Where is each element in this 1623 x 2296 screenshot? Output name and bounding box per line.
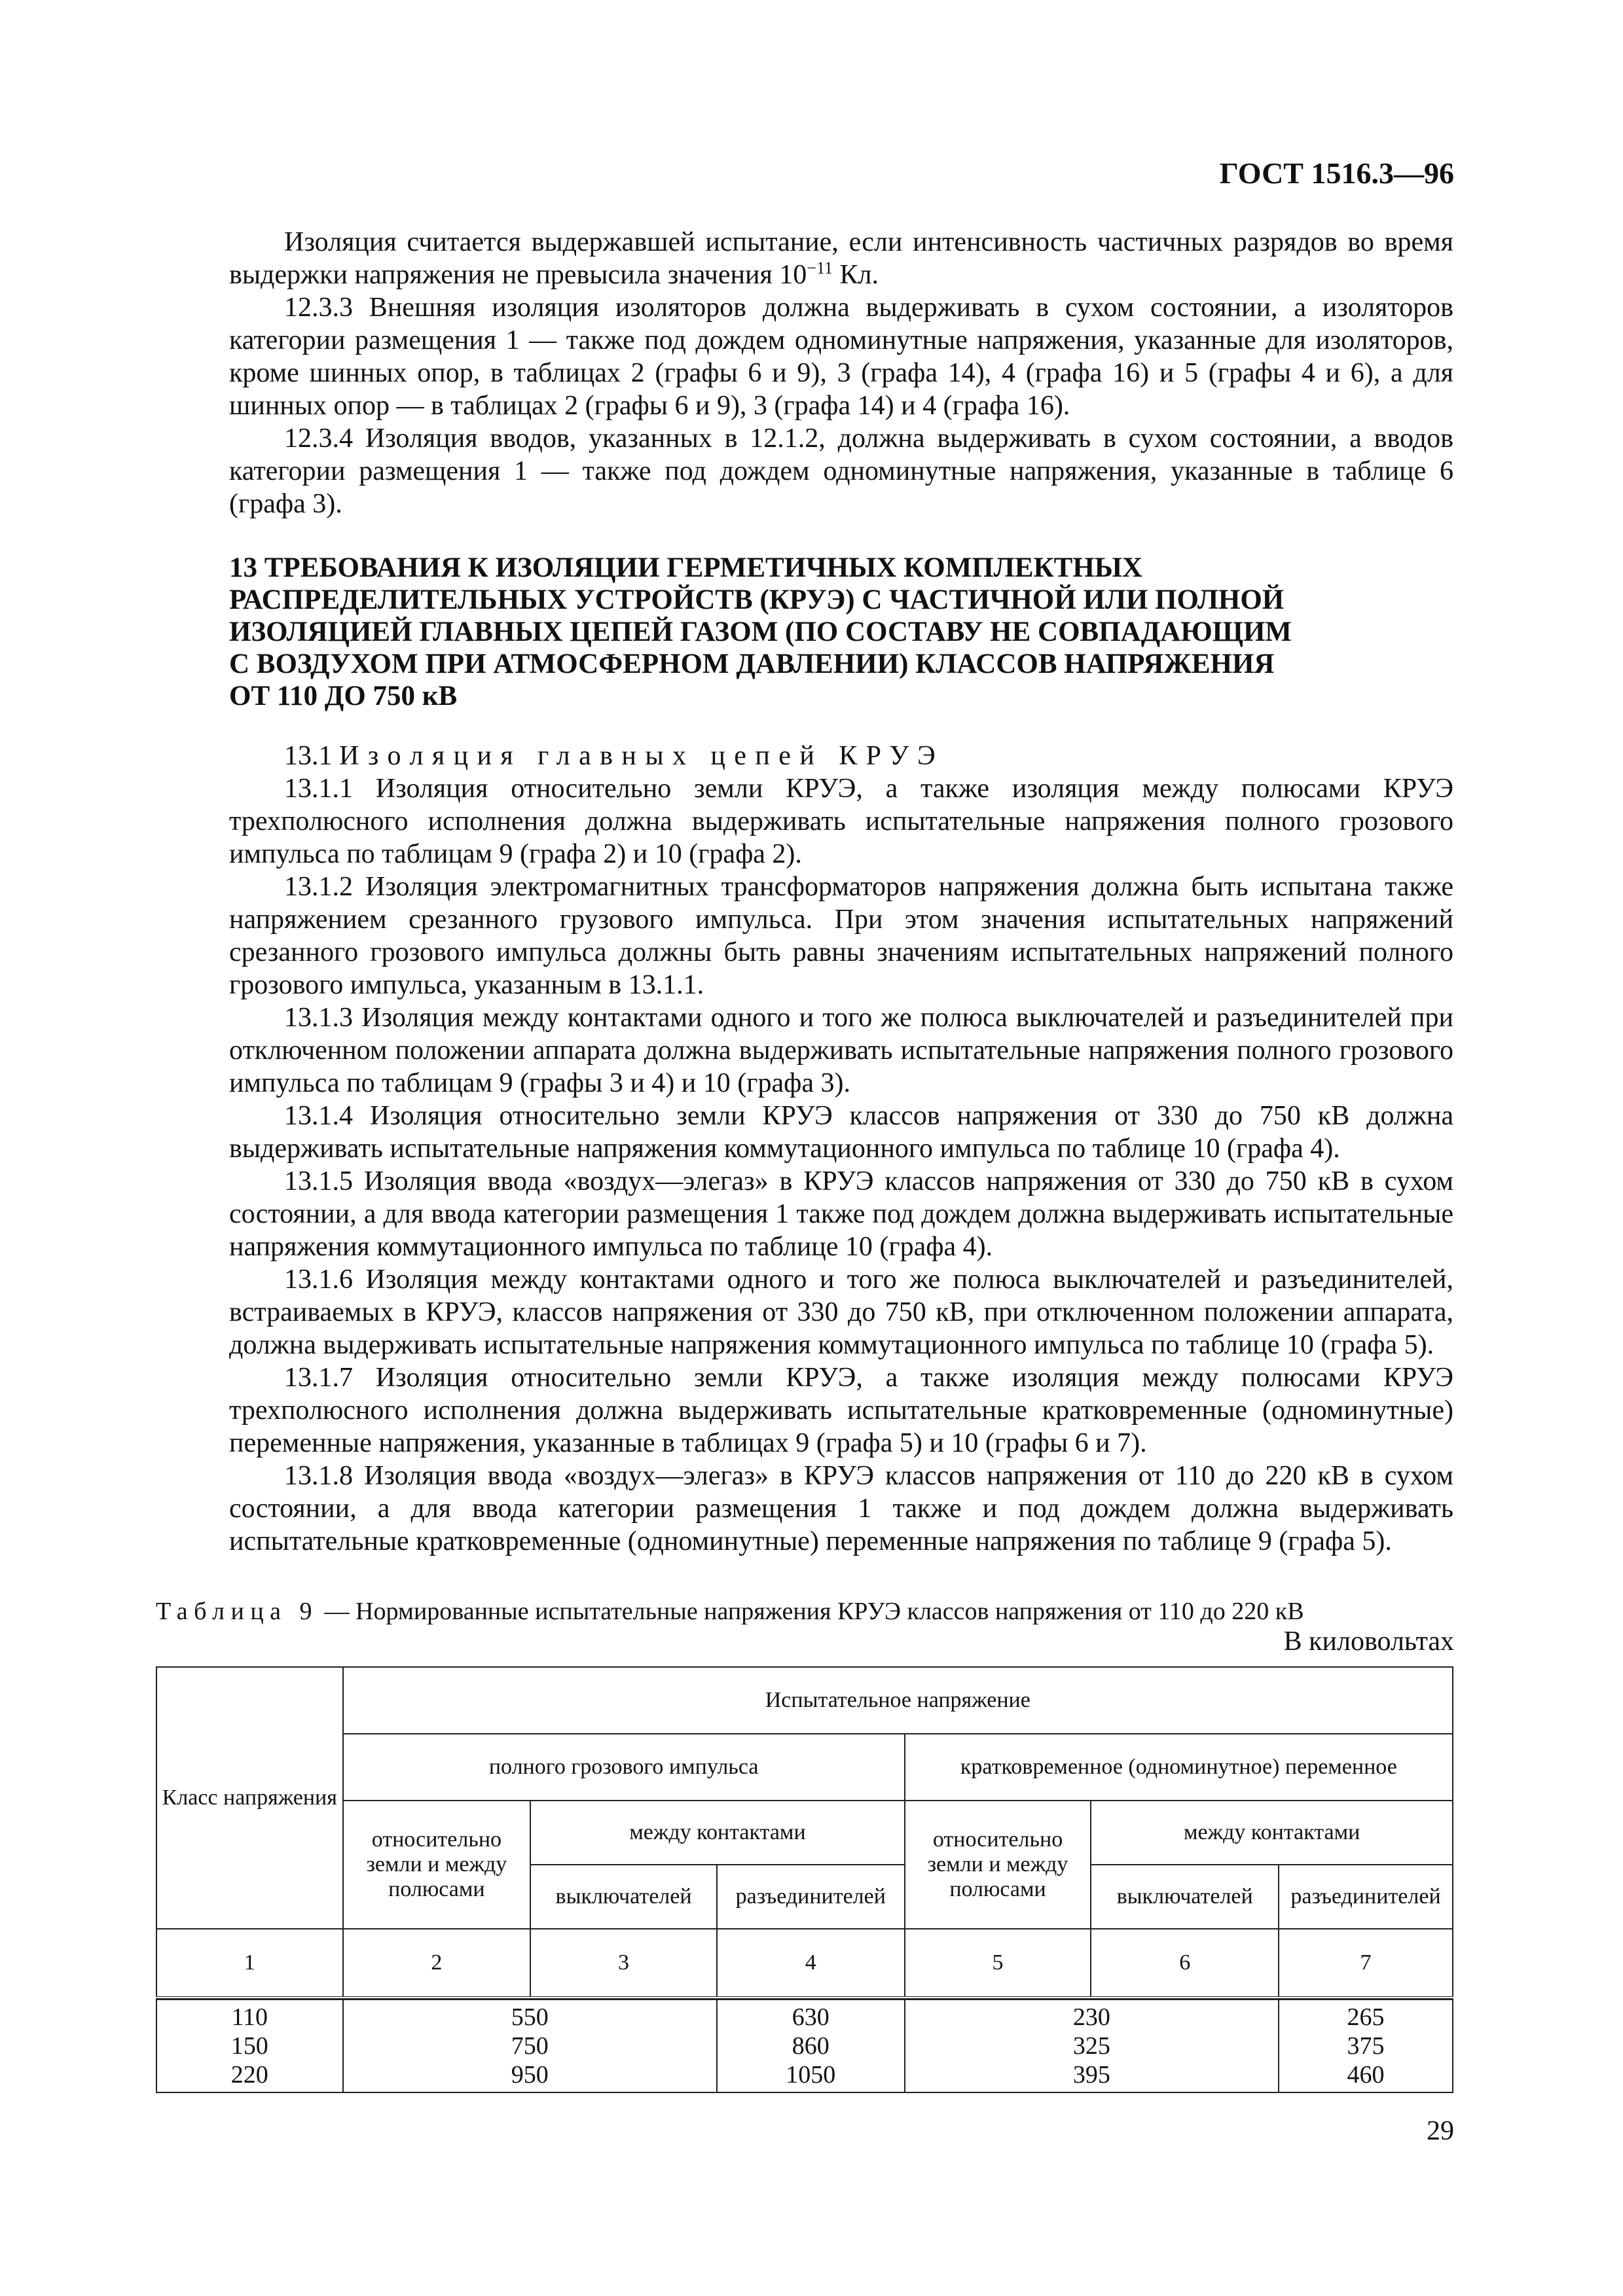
header-breakers: выключателей [1091, 1865, 1279, 1929]
section-title-line: ИЗОЛЯЦИЕЙ ГЛАВНЫХ ЦЕПЕЙ ГАЗОМ (ПО СОСТАВУ НЕ СОВПАДАЮЩИМ [229, 617, 1292, 647]
header-test-voltage: Испытательное напряжение [343, 1667, 1453, 1734]
column-number: 4 [717, 1929, 905, 1998]
exponent: −11 [807, 259, 833, 278]
table-header-row [156, 1667, 1453, 1734]
cell-impulse-disconnectors: 860 [717, 2032, 905, 2060]
table-row [156, 2032, 1453, 2060]
subsection-heading-13-1 [229, 740, 1453, 772]
paragraph [229, 226, 1453, 291]
paragraph-text: Изоляция считается выдержавшей испытание, если интенсивность частичных разрядов во время выдержки напряжения не превысила значения 10 [229, 227, 1453, 290]
section-title-13 [229, 552, 1453, 712]
section-title-line: РАСПРЕДЕЛИТЕЛЬНЫХ УСТРОЙСТВ (КРУЭ) С ЧАСТИЧНОЙ ИЛИ ПОЛНОЙ [229, 584, 1285, 615]
section-title-line: ОТ 110 ДО 750 кВ [229, 681, 458, 711]
column-number: 7 [1279, 1929, 1453, 1998]
header-breakers: выключателей [530, 1865, 717, 1929]
table-caption [156, 1597, 1304, 1626]
cell-ac: 230 [905, 2000, 1279, 2032]
paragraph-13-1-1: 13.1.1 Изоляция относительно земли КРУЭ, а также изоляция между полюсами КРУЭ трехполюсного исполнения должна выдерживать испытательные напряжения полного грозового импульса по таблицам 9 (графа 2) и 10 (графа 2). [229, 774, 1453, 869]
table-9 [156, 1666, 1453, 2093]
paragraph-13-1-2: 13.1.2 Изоляция электромагнитных трансформаторов напряжения должна быть испытана также напряжением срезанного грузового импульса. При этом значения испытательных напряжений срезанного грозового импульса должны быть равны значениям испытательных напряжений полного грозового импульса, указанным в 13.1.1. [229, 872, 1453, 1000]
table-header-row [156, 1801, 1453, 1865]
paragraph-13-1-8: 13.1.8 Изоляция ввода «воздух—элегаз» в КРУЭ классов напряжения от 110 до 220 кВ в сухом состоянии, а для ввода категории размещения 1 также и под дождем должна выдерживать испытательные кратковременные (одноминутные) переменные напряжения по таблице 9 (графа 5). [229, 1461, 1453, 1556]
paragraph-12-3-3: 12.3.3 Внешняя изоляция изоляторов должна выдерживать в сухом состоянии, а изоляторов категории размещения 1 — также под дождем одноминутные напряжения, указанные для изоляторов, кроме шинных опор, в таблицах 2 (графы 6 и 9), 3 (графа 14), 4 (графа 16) и 5 (графы 4 и 6), а для шинных опор — в таблицах 2 (графы 6 и 9), 3 (графа 14) и 4 (графа 16). [229, 293, 1453, 421]
column-number: 5 [905, 1929, 1091, 1998]
cell-ac-disconnectors: 265 [1279, 2000, 1453, 2032]
header-rel-earth: относительно земли и между полюсами [343, 1801, 531, 1929]
header-short-ac: кратковременное (одноминутное) переменное [905, 1734, 1453, 1801]
cell-ac: 395 [905, 2060, 1279, 2092]
table-caption-label: Таблица 9 [156, 1598, 319, 1625]
table-row [156, 2060, 1453, 2092]
paragraph-text: Кл. [832, 260, 879, 290]
table-header-row [156, 1734, 1453, 1801]
cell-impulse: 750 [343, 2032, 717, 2060]
cell-impulse-disconnectors: 630 [717, 2000, 905, 2032]
column-number: 1 [156, 1929, 343, 1998]
paragraph-12-3-4: 12.3.4 Изоляция вводов, указанных в 12.1.2, должна выдерживать в сухом состоянии, а вводов категории размещения 1 — также под дождем одноминутные напряжения, указанные в таблице 6 (графа 3). [229, 423, 1453, 519]
cell-class: 150 [156, 2032, 343, 2060]
subsection-title: Изоляция главных цепей КРУЭ [339, 741, 945, 771]
header-between-contacts: между контактами [1091, 1801, 1453, 1865]
column-number: 3 [530, 1929, 717, 1998]
column-number-row [156, 1929, 1453, 1998]
cell-class: 110 [156, 2000, 343, 2032]
header-full-impulse: полного грозового импульса [343, 1734, 905, 1801]
header-class: Класс напряжения [156, 1667, 343, 1929]
cell-ac-disconnectors: 460 [1279, 2060, 1453, 2092]
header-disconnectors: разъединителей [1279, 1865, 1453, 1929]
paragraph-13-1-5: 13.1.5 Изоляция ввода «воздух—элегаз» в КРУЭ классов напряжения от 330 до 750 кВ в сухом состоянии, а для ввода категории размещения 1 также под дождем должна выдерживать испытательные напряжения коммутационного импульса по таблице 10 (графа 4). [229, 1166, 1453, 1262]
subsection-number: 13.1 [284, 741, 333, 771]
cell-ac-disconnectors: 375 [1279, 2032, 1453, 2060]
cell-impulse: 950 [343, 2060, 717, 2092]
paragraph-13-1-4: 13.1.4 Изоляция относительно земли КРУЭ классов напряжения от 330 до 750 кВ должна выдерживать испытательные напряжения коммутационного импульса по таблице 10 (графа 4). [229, 1101, 1453, 1164]
table-row [156, 2000, 1453, 2032]
cell-impulse: 550 [343, 2000, 717, 2032]
header-between-contacts: между контактами [530, 1801, 905, 1865]
section-title-line: С ВОЗДУХОМ ПРИ АТМОСФЕРНОМ ДАВЛЕНИИ) КЛАССОВ НАПРЯЖЕНИЯ [229, 649, 1275, 679]
cell-impulse-disconnectors: 1050 [717, 2060, 905, 2092]
paragraph-13-1-7: 13.1.7 Изоляция относительно земли КРУЭ, а также изоляция между полюсами КРУЭ трехполюсного исполнения должна выдерживать испытательные кратковременные (одноминутные) переменные напряжения, указанные в таблицах 9 (графа 5) и 10 (графы 6 и 7). [229, 1363, 1453, 1458]
table-caption-text: — Нормированные испытательные напряжения КРУЭ классов напряжения от 110 до 220 кВ [318, 1598, 1304, 1625]
header-disconnectors: разъединителей [717, 1865, 905, 1929]
table-units: В киловольтах [1283, 1626, 1454, 1657]
paragraph-13-1-3: 13.1.3 Изоляция между контактами одного и того же полюса выключателей и разъединителей при отключенном положении аппарата должна выдерживать испытательные напряжения полного грозового импульса по таблицам 9 (графы 3 и 4) и 10 (графа 3). [229, 1003, 1453, 1098]
column-number: 6 [1091, 1929, 1279, 1998]
cell-class: 220 [156, 2060, 343, 2092]
standard-header: ГОСТ 1516.3—96 [1219, 156, 1454, 190]
column-number: 2 [343, 1929, 531, 1998]
page-number: 29 [1427, 2116, 1454, 2146]
section-title-line: 13 ТРЕБОВАНИЯ К ИЗОЛЯЦИИ ГЕРМЕТИЧНЫХ КОМПЛЕКТНЫХ [229, 552, 1143, 583]
body-text [229, 226, 1453, 1558]
cell-ac: 325 [905, 2032, 1279, 2060]
paragraph-13-1-6: 13.1.6 Изоляция между контактами одного и того же полюса выключателей и разъединителей, встраиваемых в КРУЭ, классов напряжения от 330 до 750 кВ, при отключенном положении аппарата, должна выдерживать испытательные напряжения коммутационного импульса по таблице 10 (графа 5). [229, 1265, 1453, 1360]
header-rel-earth: относительно земли и между полюсами [905, 1801, 1091, 1929]
